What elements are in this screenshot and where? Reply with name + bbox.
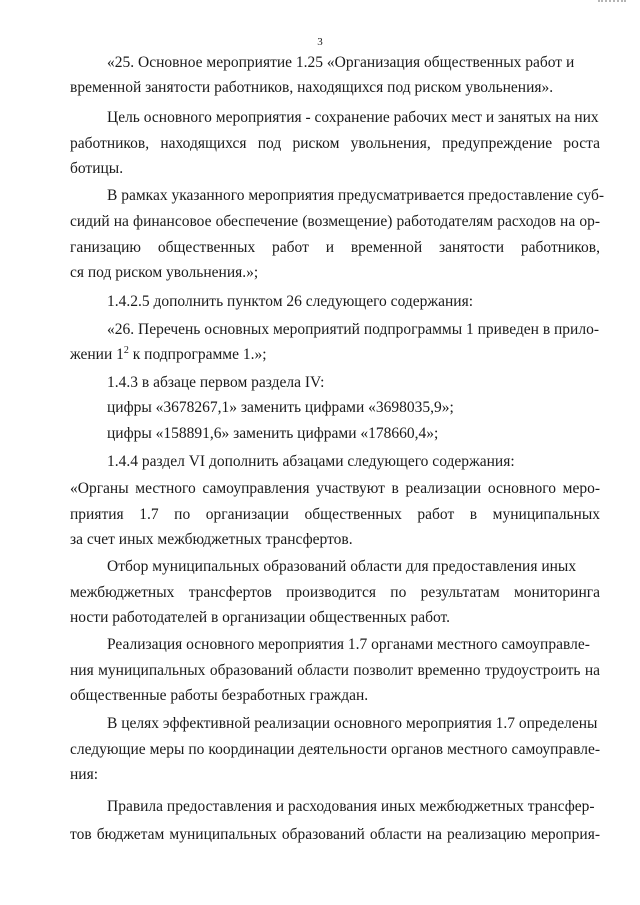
text-line: межбюджетных трансфертов производится по результатам мониторинга — [70, 584, 600, 601]
text-line: 1.4.2.5 дополнить пунктом 26 следующего содержания: — [107, 293, 473, 310]
text-line: Правила предоставления и расходования иных межбюджетных трансфер- — [107, 798, 595, 815]
text-line: ния: — [70, 766, 99, 783]
text-line — [70, 345, 267, 365]
text-line: ся под риском увольнения.»; — [70, 264, 259, 281]
text-line: тов бюджетам муниципальных образований области на реализацию мероприя- — [70, 826, 600, 843]
text-line: ганизацию общественных работ и временной занятости работников, — [70, 239, 600, 256]
text-line: работников, находящихся под риском увольнения, предупреждение роста — [70, 135, 600, 152]
text-line: ния муниципальных образований области позволит временно трудоустроить на — [70, 662, 600, 679]
text-line: 1.4.4 раздел VI дополнить абзацами следующего содержания: — [107, 453, 515, 470]
text-line: ности работодателей в организации общественных работ. — [70, 609, 451, 626]
text-line: В целях эффективной реализации основного мероприятия 1.7 определены — [107, 715, 598, 732]
page-number: 3 — [317, 36, 323, 48]
text-line: «26. Перечень основных мероприятий подпрограммы 1 приведен в прило- — [107, 321, 599, 338]
text-line: Отбор муниципальных образований области для предоставления иных — [107, 558, 577, 575]
text-line: ботицы. — [70, 160, 124, 177]
scan-corner-mark — [598, 0, 626, 6]
text-line: цифры «158891,6» заменить цифрами «178660,4»; — [107, 425, 439, 442]
text-line: «25. Основное мероприятие 1.25 «Организация общественных работ и — [107, 54, 575, 71]
text-fragment: жении 1 — [70, 346, 124, 363]
text-line: за счет иных межбюджетных трансфертов. — [70, 531, 353, 548]
text-line: Цель основного мероприятия - сохранение рабочих мест и занятых на них — [107, 109, 599, 126]
text-line: приятия 1.7 по организации общественных работ в муниципальных — [70, 506, 600, 523]
superscript: 2 — [123, 344, 129, 356]
text-fragment: к подпрограмме 1.»; — [128, 346, 267, 363]
text-line: цифры «3678267,1» заменить цифрами «3698035,9»; — [107, 399, 454, 416]
text-line: 1.4.3 в абзаце первом раздела IV: — [107, 374, 325, 391]
text-line: Реализация основного мероприятия 1.7 органами местного самоуправле- — [107, 636, 590, 653]
text-line: временной занятости работников, находящихся под риском увольнения». — [70, 79, 554, 96]
text-line: следующие меры по координации деятельности органов местного самоуправле- — [70, 741, 600, 758]
text-line: общественные работы безработных граждан. — [70, 687, 369, 704]
text-line: В рамках указанного мероприятия предусматривается предоставление суб- — [107, 187, 604, 204]
text-line: сидий на финансовое обеспечение (возмещение) работодателям расходов на ор- — [70, 213, 600, 230]
text-line: «Органы местного самоуправления участвуют в реализации основного меро- — [70, 480, 600, 497]
